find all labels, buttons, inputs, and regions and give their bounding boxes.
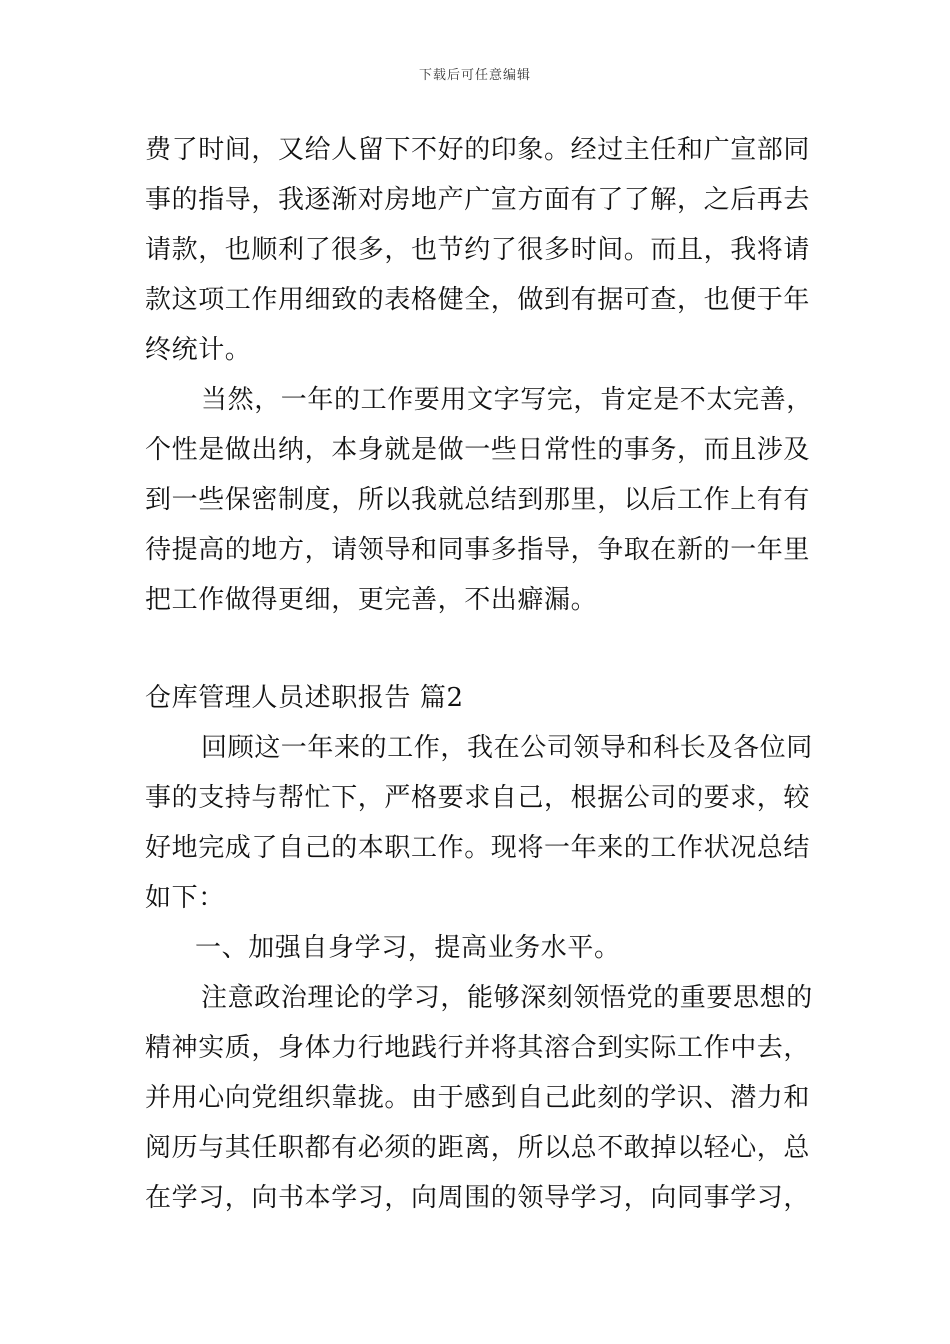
text-line: 当然，一年的工作要用文字写完，肯定是不太完善， (201, 385, 813, 415)
text-line: 阅历与其任职都有必须的距离，所以总不敢掉以轻心，总 (145, 1133, 811, 1163)
text-line: 把工作做得更细，更完善，不出癖漏。 (145, 585, 598, 615)
text-line: 回顾这一年来的工作，我在公司领导和科长及各位同 (201, 733, 813, 763)
text-line: 到一些保密制度，所以我就总结到那里，以后工作上有有 (145, 485, 811, 515)
paragraph-continued (145, 125, 810, 375)
text-line: 款这项工作用细致的表格健全，做到有据可查，也便于年 (145, 285, 811, 315)
paragraph-body (145, 973, 813, 1223)
paragraph-conclusion (145, 375, 813, 625)
text-line: 好地完成了自己的本职工作。现将一年来的工作状况总结 (145, 833, 811, 863)
text-line: 个性是做出纳，本身就是做一些日常性的事务，而且涉及 (145, 435, 811, 465)
page-header: 下载后可任意编辑 (418, 68, 531, 83)
text-line: 待提高的地方，请领导和同事多指导，争取在新的一年里 (145, 535, 811, 565)
text-line: 事的指导，我逐渐对房地产广宣方面有了了解，之后再去 (145, 185, 811, 215)
text-line: 精神实质，身体力行地践行并将其溶合到实际工作中去， (145, 1033, 811, 1063)
paragraph-intro (145, 723, 813, 923)
text-line: 事的支持与帮忙下，严格要求自己，根据公司的要求，较 (145, 783, 811, 813)
article-title: 仓库管理人员述职报告 篇2 (145, 683, 464, 713)
text-line: 在学习，向书本学习，向周围的领导学习，向同事学习， (145, 1183, 811, 1213)
section-gap (145, 625, 810, 673)
document-body (145, 125, 813, 1223)
text-line: 请款，也顺利了很多，也节约了很多时间。而且，我将请 (145, 235, 811, 265)
text-line: 并用心向党组织靠拢。由于感到自己此刻的学识、潜力和 (145, 1083, 811, 1113)
text-line: 注意政治理论的学习，能够深刻领悟党的重要思想的 (201, 983, 813, 1013)
text-line: 费了时间，又给人留下不好的印象。经过主任和广宣部同 (145, 135, 811, 165)
text-line: 如下： (145, 883, 225, 913)
section-subheading: 一、加强自身学习，提高业务水平。 (195, 933, 621, 963)
text-line: 终统计。 (145, 335, 252, 365)
